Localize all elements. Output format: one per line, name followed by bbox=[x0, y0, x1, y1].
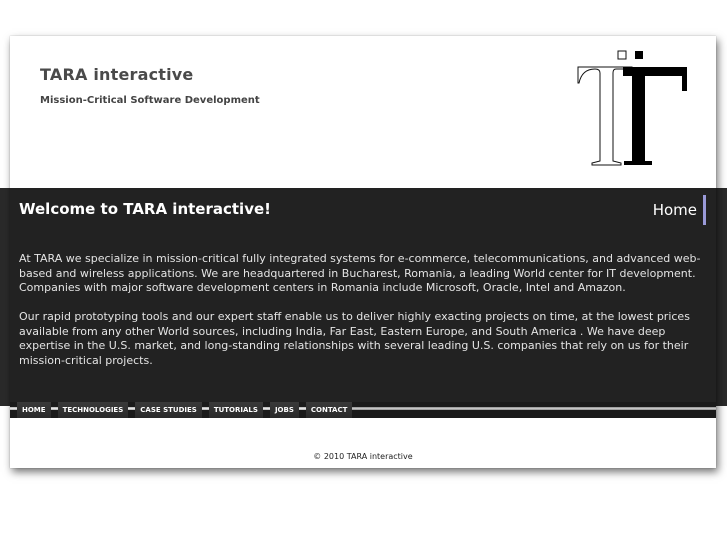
nav-separator bbox=[51, 402, 58, 418]
site-title: TARA interactive bbox=[40, 65, 194, 84]
tara-monogram-logo-icon bbox=[576, 49, 690, 167]
nav-item-tutorials[interactable]: TUTORIALS bbox=[209, 402, 263, 418]
nav-separator bbox=[10, 402, 17, 418]
page-container bbox=[10, 36, 716, 468]
nav-item-technologies[interactable]: TECHNOLOGIES bbox=[58, 402, 129, 418]
footer-copyright: © 2010 TARA interactive bbox=[313, 452, 413, 461]
nav-item-case-studies[interactable]: CASE STUDIES bbox=[135, 402, 202, 418]
nav-separator bbox=[299, 402, 306, 418]
page-heading: Welcome to TARA interactive! bbox=[19, 200, 271, 218]
site-subtitle: Mission-Critical Software Development bbox=[40, 95, 260, 106]
intro-paragraph: At TARA we specialize in mission-critical fully integrated systems for e-commerce, telecommunications, and advanced web-based and wireless applications. We are headquartered in Bucharest, Romania, a leading World center for IT development. Companies with major software development centers in Romania include Microsoft, Oracle, Intel and Amazon. bbox=[19, 252, 701, 295]
nav-separator bbox=[128, 402, 135, 418]
bottom-nav bbox=[10, 402, 716, 418]
nav-separator bbox=[263, 402, 270, 418]
breadcrumb: Home bbox=[653, 195, 706, 225]
nav-item-home[interactable]: HOME bbox=[17, 402, 51, 418]
nav-separator bbox=[202, 402, 209, 418]
nav-item-jobs[interactable]: JOBS bbox=[270, 402, 299, 418]
site-header bbox=[10, 36, 716, 188]
services-paragraph: Our rapid prototyping tools and our expert staff enable us to deliver highly exacting projects on time, at the lowest prices available from any other World sources, including India, Far East, Eastern Europe, and South America . We have deep expertise in the U.S. market, and long-standing relationships with several leading U.S. companies that rely on us for their mission-critical projects. bbox=[19, 310, 690, 367]
nav-item-contact[interactable]: CONTACT bbox=[306, 402, 353, 418]
main-content bbox=[10, 188, 716, 402]
